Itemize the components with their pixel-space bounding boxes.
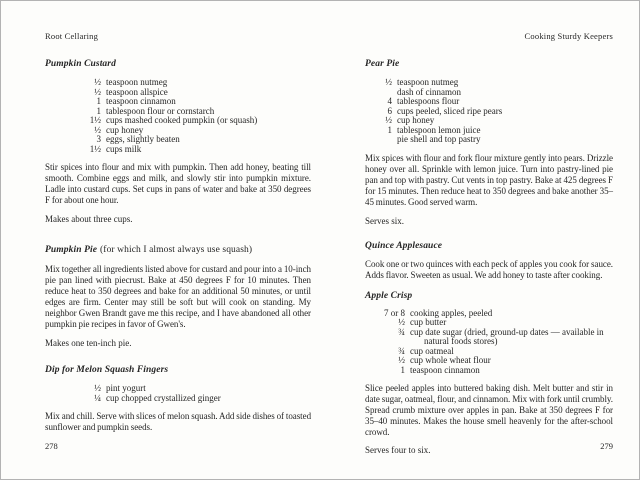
ingredient-quantity: ½: [385, 77, 392, 87]
ingredient-name: cup butter: [410, 317, 447, 327]
ingredient-name: cups peeled, sliced ripe pears: [397, 105, 503, 116]
ingredient-quantity: 1: [400, 364, 405, 375]
recipe-yield: Serves four to six.: [365, 445, 431, 455]
ingredient-quantity: ½: [94, 124, 101, 135]
ingredient-name: cup honey: [106, 124, 144, 135]
ingredient-name: teaspoon allspice: [106, 86, 168, 97]
ingredient-list-apple-crisp: [365, 309, 613, 376]
ingredient-row: [377, 135, 613, 145]
ingredient-name: cup date sugar (dried, ground-up dates — available in natural foods stores): [410, 326, 604, 346]
ingredient-name: teaspoon cinnamon: [106, 96, 176, 106]
ingredient-list-pumpkin-custard: [45, 78, 311, 154]
ingredient-name: cup chopped crystallized ginger: [106, 392, 221, 403]
ingredient-quantity: ½: [94, 86, 101, 97]
page-number-left: 278: [45, 441, 58, 451]
ingredient-name: cup whole wheat flour: [410, 355, 491, 365]
ingredient-quantity: 7 or 8: [384, 307, 405, 318]
ingredient-name: dash of cinnamon: [397, 86, 461, 97]
recipe-title-pumpkin-pie: [45, 245, 311, 256]
recipe-method: Slice peeled apples into buttered baking dish. Melt butter and stir in date sugar, oatmeal, flour, and cinnamon. Mix with fork until crumbly. Spread crumb mixture over apples in pan. Bake at 350 degrees F for 35–40 minutes. Makes the house smell heavenly for the after-school crowd.: [365, 383, 613, 437]
ingredient-quantity: 6: [387, 105, 392, 116]
recipe-yield: Makes about three cups.: [45, 214, 133, 224]
ingredient-quantity: 1: [387, 124, 392, 135]
ingredient-name: teaspoon nutmeg: [397, 77, 459, 87]
ingredient-quantity: ½: [398, 355, 405, 365]
recipe-title-text: Pumpkin Pie: [45, 245, 98, 255]
ingredient-quantity: 4: [387, 96, 392, 106]
recipe-yield: Serves six.: [365, 215, 404, 226]
recipe-title-melon-dip: Dip for Melon Squash Fingers: [45, 365, 169, 375]
ingredient-quantity: ½: [398, 317, 405, 327]
recipe-yield: Makes one ten-inch pie.: [45, 338, 132, 348]
ingredient-name: tablespoon lemon juice: [397, 124, 481, 135]
ingredient-name: teaspoon cinnamon: [410, 364, 480, 375]
recipe-method: Mix and chill. Serve with slices of melon squash. Add side dishes of toasted sunflower and pumpkin seeds.: [45, 411, 312, 432]
ingredient-row: [79, 145, 311, 155]
ingredient-quantity: [377, 135, 392, 145]
recipe-method: Cook one or two quinces with each peck of apples you cook for sauce. Adds flavor. Sweeten as usual. We add honey to taste after cooking.: [365, 258, 613, 280]
recipe-title-pear-pie: Pear Pie: [365, 59, 400, 69]
ingredient-quantity: ½: [94, 383, 101, 393]
recipe-title-note: (for which I almost always use squash): [100, 245, 253, 255]
ingredient-name: pie shell and top pastry: [397, 134, 481, 144]
recipe-method: Mix together all ingredients listed above for custard and pour into a 10-inch pie pan lined with piecrust. Bake at 450 degrees F for 10 minutes. Then reduce heat to 350 degrees and bake for an additional 50 minutes, or until edges are firm. Center may still be soft but will cook on standing. My neighbor Gwen Brandt gave me this recipe, and I have abandoned all other pumpkin pie recipes in favor of Gwen's.: [45, 264, 311, 329]
ingredient-name: tablespoons flour: [397, 96, 460, 106]
running-header-left: Root Cellaring: [45, 31, 99, 41]
ingredient-row: [377, 328, 613, 347]
ingredient-list-pear-pie: [365, 78, 613, 145]
ingredient-quantity: ½: [94, 77, 101, 87]
ingredient-name: cup oatmeal: [410, 345, 454, 356]
recipe-title-quince-applesauce: Quince Applesauce: [365, 240, 443, 251]
page-number-right: 279: [600, 441, 613, 451]
ingredient-list-melon-dip: [45, 384, 311, 403]
ingredient-name: pint yogurt: [106, 383, 146, 393]
ingredient-quantity: ¼: [94, 392, 101, 403]
ingredient-name: cooking apples, peeled: [410, 307, 493, 318]
ingredient-quantity: 3: [96, 134, 101, 144]
ingredient-quantity: ¾: [398, 326, 405, 337]
ingredient-quantity: 1: [96, 96, 101, 106]
ingredient-name: cups milk: [106, 143, 142, 154]
ingredient-row: [79, 394, 311, 404]
left-page: [45, 31, 312, 451]
ingredient-quantity: 1½: [89, 115, 101, 125]
ingredient-quantity: ¾: [398, 345, 405, 356]
recipe-title-apple-crisp: Apple Crisp: [365, 290, 413, 301]
ingredient-name: cup honey: [397, 115, 435, 125]
ingredient-quantity: 1: [96, 105, 101, 116]
ingredient-row: [377, 366, 613, 376]
recipe-method: Stir spices into flour and mix with pumpkin. Then add honey, beating till smooth. Combine eggs and milk, and slowly stir into pumpkin mixture. Ladle into custard cups. Set cups in pans of water and bake at 350 degrees F for about one hour.: [45, 162, 311, 205]
right-page: [365, 31, 613, 456]
ingredient-quantity: ½: [385, 115, 392, 125]
ingredient-name: cups mashed cooked pumpkin (or squash): [106, 115, 258, 125]
recipe-title-pumpkin-custard: Pumpkin Custard: [45, 59, 116, 69]
recipe-method: Mix spices with flour and fork flour mixture gently into pears. Drizzle honey over all. Sprinkle with lemon juice. Turn into pastry-lined pie pan and top with pastry. Cut vents in top pastry. Bake at 425 degrees F for 15 minutes. Then reduce heat to 350 degrees and bake another 35–45 minutes. Good served warm.: [365, 152, 613, 207]
ingredient-quantity: 1½: [89, 143, 101, 154]
running-header-right: Cooking Sturdy Keepers: [524, 31, 613, 41]
ingredient-name: eggs, slightly beaten: [106, 134, 180, 144]
ingredient-name: teaspoon nutmeg: [106, 77, 168, 87]
ingredient-name: tablespoon flour or cornstarch: [106, 105, 215, 116]
